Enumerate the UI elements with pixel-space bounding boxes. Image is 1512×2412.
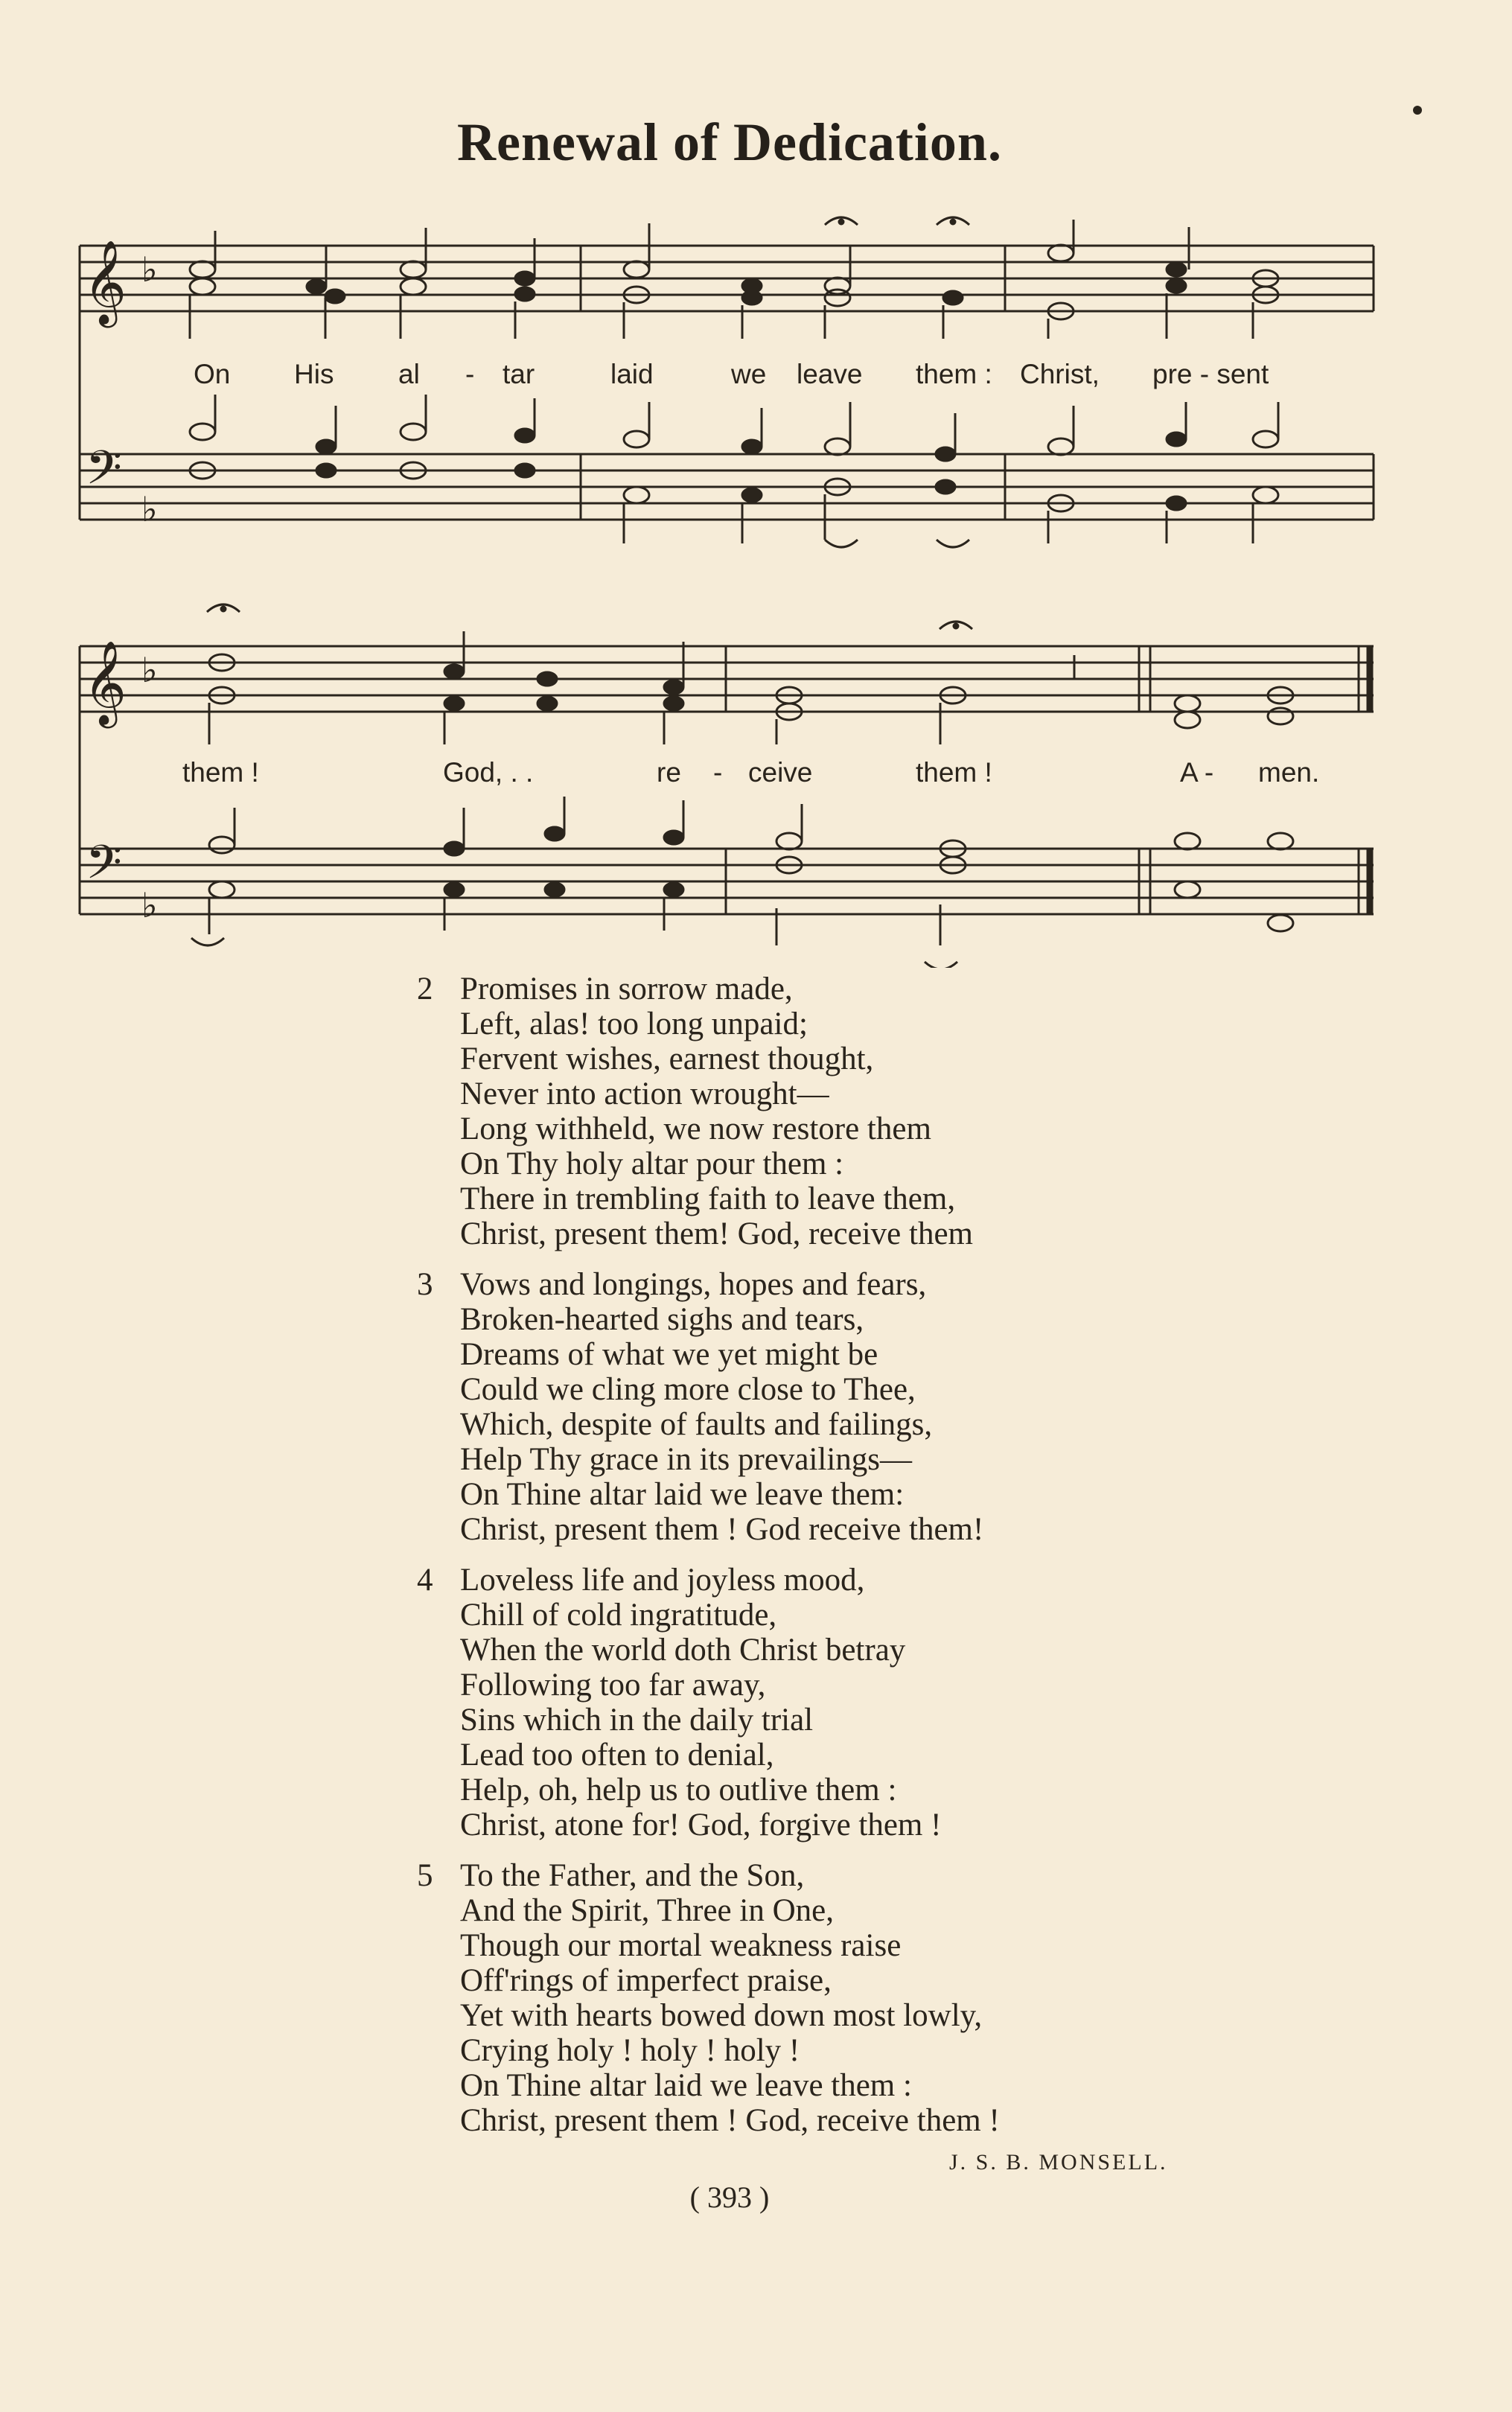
stanza-number: 5 (417, 1858, 433, 1893)
lyric-word: On (194, 359, 231, 389)
lyric-word: pre - sent (1152, 359, 1269, 389)
verse-line: When the world doth Christ betray (460, 1633, 906, 1668)
lyric-word: - (713, 757, 723, 788)
verse-line: Long withheld, we now restore them (460, 1111, 931, 1146)
verse-line: And the Spirit, Three in One, (460, 1893, 834, 1928)
verse-line: Help, oh, help us to outlive them : (460, 1773, 897, 1808)
verse-line: Could we cling more close to Thee, (460, 1372, 916, 1407)
verses (417, 972, 1310, 2154)
verse-line: Christ, present them! God, receive them (460, 1216, 973, 1251)
verse-line: Left, alas! too long unpaid; (460, 1006, 808, 1041)
lyric-word: we (731, 359, 767, 389)
notes-treble-2 (209, 631, 1293, 744)
treble-clef-icon: 𝄞 (83, 640, 127, 725)
verse-line: On Thine altar laid we leave them: (460, 1477, 905, 1512)
verse-line: Sins which in the daily trial (460, 1703, 814, 1738)
music-score (0, 0, 1512, 968)
notes-bass-2 (209, 797, 1293, 945)
author-credit: J. S. B. MONSELL. (949, 2150, 1168, 2175)
lyric-word: ceive (748, 757, 813, 788)
stanza (417, 1858, 1310, 2138)
verse-line: Lead too often to denial, (460, 1738, 774, 1773)
verse-line: Vows and longings, hopes and fears, (460, 1267, 927, 1302)
lyric-word: al (398, 359, 420, 389)
notes-bass-1 (190, 395, 1278, 543)
lyric-word: them ! (916, 757, 992, 788)
verse-line: Broken-hearted sighs and tears, (460, 1302, 864, 1337)
verse-line: Christ, present them ! God receive them! (460, 1512, 984, 1547)
lyrics-line-1 (194, 359, 1269, 389)
verse-line: On Thy holy altar pour them : (460, 1146, 844, 1181)
verse-line: Never into action wrought— (460, 1076, 829, 1111)
lyric-word: God, . . (443, 757, 534, 788)
lyric-word: leave (797, 359, 863, 389)
verse-line: Dreams of what we yet might be (460, 1337, 878, 1372)
lyric-word: them : (916, 359, 992, 389)
verse-line: Fervent wishes, earnest thought, (460, 1041, 874, 1076)
page-number: ( 393 ) (689, 2180, 770, 2214)
stanza (417, 972, 1310, 1251)
flat-icon: ♭ (141, 489, 158, 529)
lyric-word: - (465, 359, 475, 389)
lyric-word: re (657, 757, 681, 788)
lyric-word: His (294, 359, 334, 389)
flat-icon: ♭ (141, 650, 158, 690)
verse-line: Off'rings of imperfect praise, (460, 1963, 832, 1998)
verse-line: Loveless life and joyless mood, (460, 1563, 865, 1598)
lyrics-line-2 (182, 757, 1319, 788)
lyric-word: Christ, (1020, 359, 1100, 389)
verse-line: Chill of cold ingratitude, (460, 1598, 777, 1633)
lyric-word: A - (1180, 757, 1214, 788)
verse-line: Though our mortal weakness raise (460, 1928, 902, 1963)
verse-line: On Thine altar laid we leave them : (460, 2068, 912, 2103)
verse-line: To the Father, and the Son, (460, 1858, 805, 1893)
verse-line: Yet with hearts bowed down most lowly, (460, 1998, 983, 2033)
bass-clef-icon: 𝄢 (86, 440, 122, 506)
lyric-word: men. (1258, 757, 1320, 788)
verse-line: Christ, present them ! God, receive them ! (460, 2103, 1000, 2138)
lyric-word: tar (503, 359, 535, 389)
verse-line: Following too far away, (460, 1668, 766, 1703)
flat-icon: ♭ (141, 885, 158, 925)
stanza-number: 4 (417, 1563, 433, 1598)
verse-line: Which, despite of faults and failings, (460, 1407, 933, 1442)
verse-line: Crying holy ! holy ! holy ! (460, 2033, 800, 2068)
treble-clef-icon: 𝄞 (83, 240, 127, 325)
stanza (417, 1267, 1310, 1547)
stanza (417, 1563, 1310, 1842)
verse-line: There in trembling faith to leave them, (460, 1181, 956, 1216)
verse-line: Help Thy grace in its prevailings— (460, 1442, 913, 1477)
bass-clef-icon: 𝄢 (86, 835, 122, 901)
verse-line: Promises in sorrow made, (460, 972, 793, 1006)
stanza-number: 3 (417, 1267, 433, 1302)
stanza-number: 2 (417, 972, 433, 1006)
hymn-title: Renewal of Dedication. (457, 112, 1002, 172)
flat-icon: ♭ (141, 249, 158, 290)
verse-line: Christ, atone for! God, forgive them ! (460, 1808, 942, 1842)
lyric-word: laid (610, 359, 654, 389)
lyric-word: them ! (182, 757, 259, 788)
